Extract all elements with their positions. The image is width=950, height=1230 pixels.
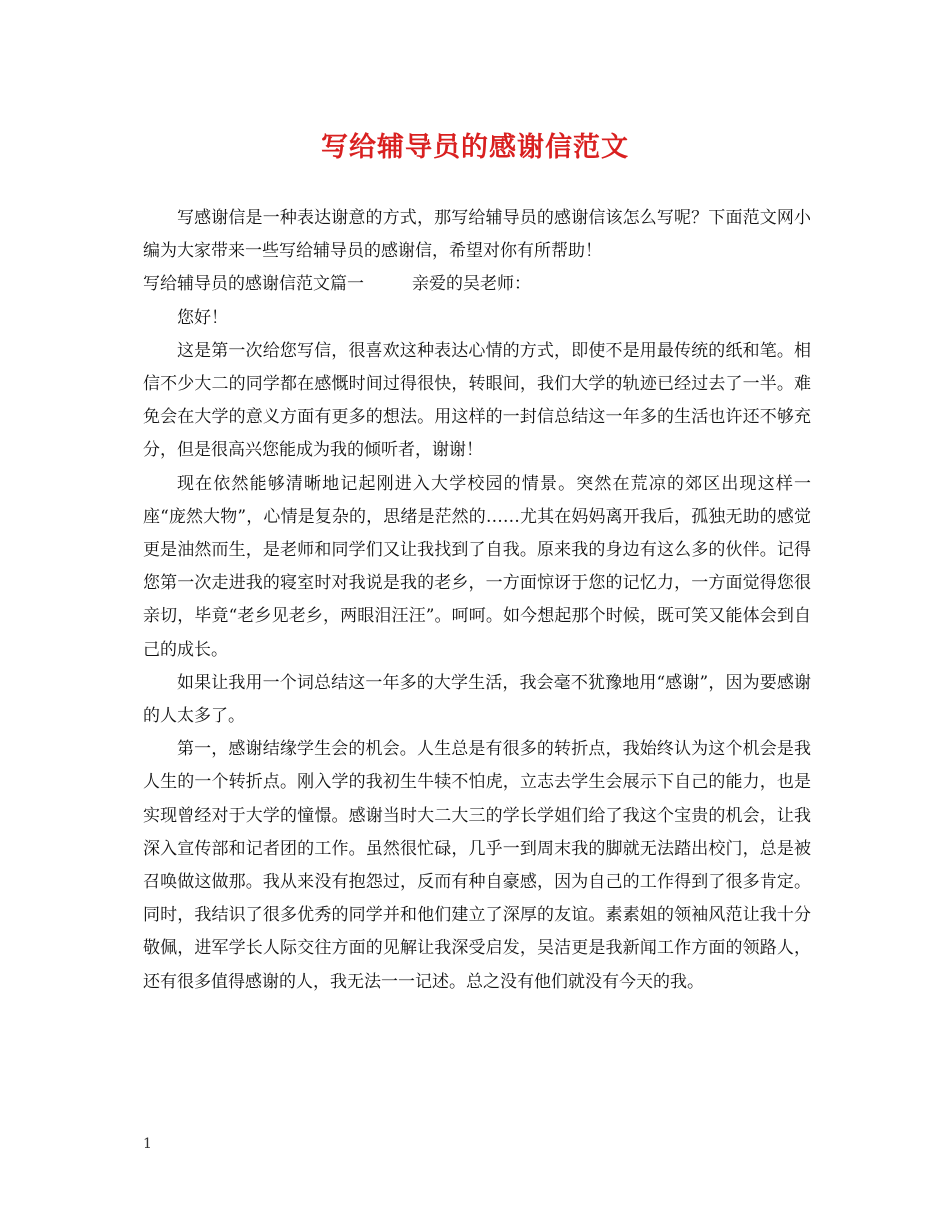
document-body bbox=[143, 202, 811, 999]
body-paragraph-2: 现在依然能够清晰地记起刚进入大学校园的情景。突然在荒凉的郊区出现这样一座“庞然大物”，心情是复杂的，思绪是茫然的……尤其在妈妈离开我后，孤独无助的感觉更是油然而生，是老师和同学们又让我找到了自我。原来我的身边有这么多的伙伴。记得您第一次走进我的寝室时对我说是我的老乡，一方面惊讶于您的记忆力，一方面觉得您很亲切，毕竟“老乡见老乡，两眼泪汪汪”。呵呵。如今想起那个时候，既可笑又能体会到自己的成长。 bbox=[143, 473, 811, 660]
section-heading: 写给辅导员的感谢信范文篇一 bbox=[143, 274, 364, 295]
body-paragraph-3: 如果让我用一个词总结这一年多的大学生活，我会毫不犹豫地用“感谢”，因为要感谢的人太多了。 bbox=[143, 672, 811, 727]
page-number: 1 bbox=[143, 1136, 152, 1152]
heading-line bbox=[143, 268, 811, 301]
document-title: 写给辅导员的感谢信范文 bbox=[321, 132, 629, 163]
body-paragraph-4: 第一，感谢结缘学生会的机会。人生总是有很多的转折点，我始终认为这个机会是我人生的一个转折点。刚入学的我初生牛犊不怕虎，立志去学生会展示下自己的能力，也是实现曾经对于大学的憧憬。感谢当时大二大三的学长学姐们给了我这个宝贵的机会，让我深入宣传部和记者团的工作。虽然很忙碌，几乎一到周末我的脚就无法踏出校门，总是被召唤做这做那。我从来没有抱怨过，反而有种自豪感，因为自己的工作得到了很多肯定。同时，我结识了很多优秀的同学并和他们建立了深厚的友谊。素素姐的领袖风范让我十分敬佩，进军学长人际交往方面的见解让我深受启发，吴洁更是我新闻工作方面的领路人，还有很多值得感谢的人，我无法一一记述。总之没有他们就没有今天的我。 bbox=[143, 739, 811, 992]
intro-paragraph: 写感谢信是一种表达谢意的方式，那写给辅导员的感谢信该怎么写呢？下面范文网小编为大家带来一些写给辅导员的感谢信，希望对你有所帮助！ bbox=[143, 208, 811, 262]
salutation: 亲爱的吴老师： bbox=[412, 274, 531, 295]
body-paragraph-1: 这是第一次给您写信，很喜欢这种表达心情的方式，即使不是用最传统的纸和笔。相信不少大二的同学都在感慨时间过得很快，转眼间，我们大学的轨迹已经过去了一半。难免会在大学的意义方面有更多的想法。用这样的一封信总结这一年多的生活也许还不够充分，但是很高兴您能成为我的倾听者，谢谢！ bbox=[143, 340, 811, 461]
greeting: 您好！ bbox=[177, 307, 228, 328]
